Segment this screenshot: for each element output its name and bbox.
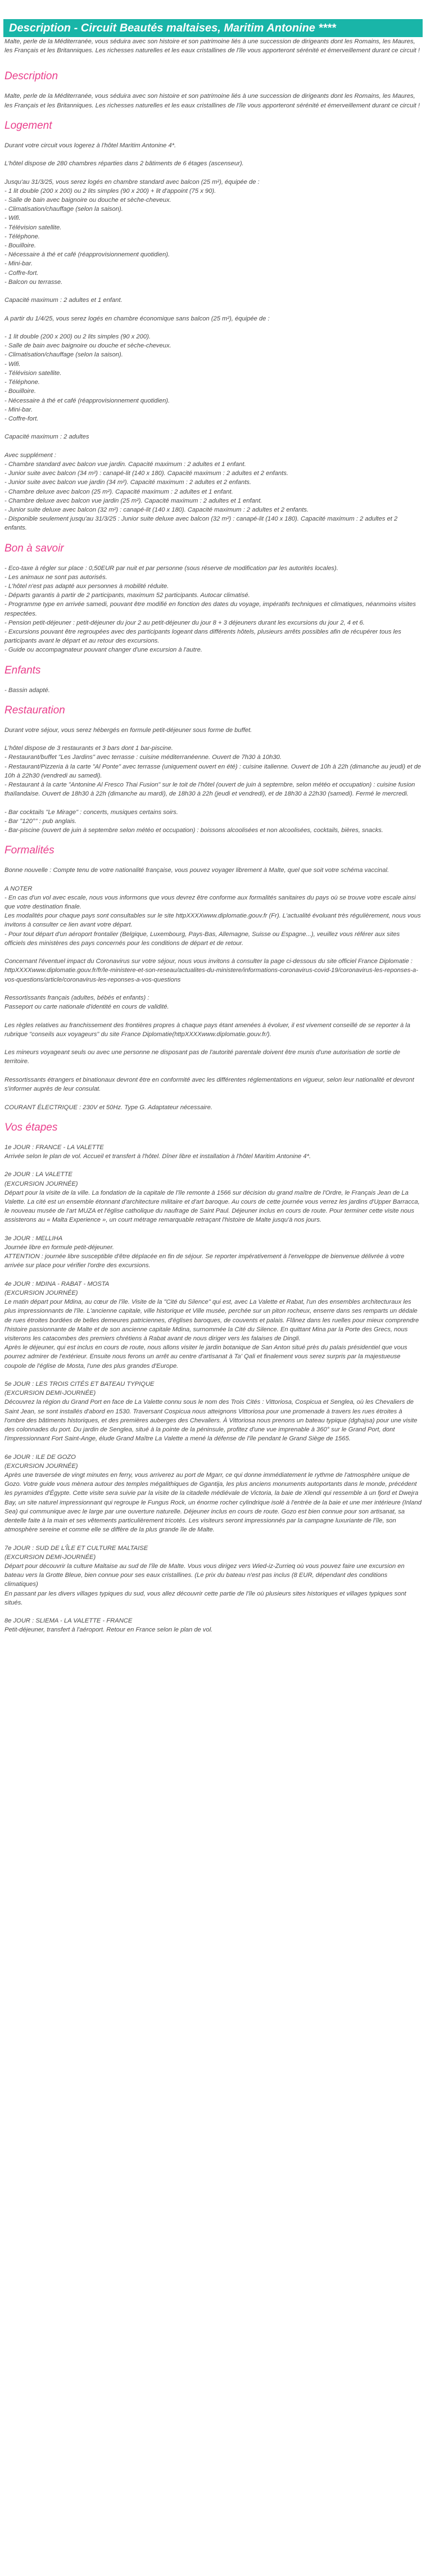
section-restauration — [4, 704, 422, 835]
formalites-heading: Formalités — [4, 844, 55, 857]
logement-text: Durant votre circuit vous logerez à l'hôtel Maritim Antonine 4*. L'hôtel dispose de 280 chambres réparties dans 2 bâtiments de 6 étages (ascenseur). Jusqu'au 31/3/25, vous serez logés en chambre standard avec balcon (25 m²), équipée de : - 1 lit double (200 x 200) ou 2 lits simples (90 x 200) + lit d'appoint (75 x 90). - Salle de bain avec baignoire ou douche et sèche-cheveux. - Climatisation/chauffage (selon la saison). - Wifi. - Télévision satellite. - Téléphone. - Bouilloire. - Nécessaire à thé et café (réapprovisionnement quotidien). - Mini-bar. - Coffre-fort. - Balcon ou terrasse. Capacité maximum : 2 adultes et 1 enfant. A partir du 1/4/25, vous serez logés en chambre économique sans balcon (25 m²), équipée de : - 1 lit double (200 x 200) ou 2 lits simples (90 x 200). - Salle de bain avec baignoire ou douche et sèche-cheveux. - Climatisation/chauffage (selon la saison). - Wifi. - Télévision satellite. - Téléphone. - Bouilloire. - Nécessaire à thé et café (réapprovisionnement quotidien). - Mini-bar. - Coffre-fort. Capacité maximum : 2 adultes Avec supplément : - Chambre standard avec balcon vue jardin. Capacité maximum : 2 adultes et 1 enfant. - Junior suite avec balcon (34 m²) : canapé-lit (140 x 180). Capacité maximum : 2 adultes et 2 enfants. - Junior suite avec balcon vue jardin (34 m²). Capacité maximum : 2 adultes et 2 enfants. - Chambre deluxe avec balcon (25 m²). Capacité maximum : 2 adultes et 1 enfant. - Chambre deluxe avec balcon vue jardin (25 m²). Capacité maximum : 2 adultes et 1 enfant. - Junior suite deluxe avec balcon (32 m²) : canapé-lit (140 x 180). Capacité maximum : 2 adultes et 2 enfants. - Disponible seulement jusqu'au 31/3/25 : Junior suite deluxe avec balcon (32 m²) : canapé-lit (140 x 180). Capacité maximum : 2 adultes et 2 enfants. — [4, 142, 398, 532]
bon-a-savoir-heading: Bon à savoir — [4, 542, 64, 554]
description-heading: Description — [4, 70, 58, 83]
section-bon-a-savoir — [4, 542, 422, 655]
logement-heading: Logement — [4, 119, 52, 132]
section-enfants — [4, 664, 422, 695]
section-description — [4, 70, 422, 110]
bon-a-savoir-text: - Eco-taxe à régler sur place : 0,50EUR par nuit et par personne (sous réserve de modification par les autorités locales). - Les animaux ne sont pas autorisés. - L'hôtel n'est pas adapté aux personnes à mobilité réduite. - Départs garantis à partir de 2 participants, maximum 52 participants. Autocar climatisé. - Programme type en arrivée samedi, pouvant être modifié en fonction des dates du voyage, impératifs techniques et climatiques, néanmoins visites respectées. - Pension petit-déjeuner : petit-déjeuner du jour 2 au petit-déjeuner du jour 8 + 3 déjeuners durant les excursions du jour 2, 4 et 6. - Excursions pouvant être regroupées avec des participants logeant dans différents hôtels, plusieurs arrêts possibles afin de récupérer tous les participants avant le départ et au retour des excursions. - Guide ou accompagnateur pouvant changer d'une excursion à l'autre. — [4, 564, 416, 654]
section-formalites — [4, 844, 422, 1111]
vos-etapes-text: 1e JOUR : FRANCE - LA VALETTE Arrivée selon le plan de vol. Accueil et transfert à l'hôtel. Dîner libre et installation à l'hôtel Maritim Antonine 4*. 2e JOUR : LA VALETTE (EXCURSION JOURNÉE) Départ pour la visite de la ville. La fondation de la capitale de l'île remonte à 1566 sur décision du grand maître de l'Ordre, le Français Jean de La Valette. La cité est un ensemble étonnant d'architecture militaire et d'art baroque. Au cours de cette journée vous verrez les jardins d'Upper Barracca, le nouveau musée de l'art MUZA et l'église catholique du naufrage de Saint Paul. Déjeuner inclus en cours de route. Pour terminer cette visite nous assisterons au « Malta Experience », un court métrage remarquable retraçant l'histoire de Malte jusqu'à nos jours. 3e JOUR : MELLIHA Journée libre en formule petit-déjeuner. ATTENTION : journée libre susceptible d'être déplacée en fin de séjour. Se reporter impérativement à l'enveloppe de bienvenue délivrée à votre arrivée sur place pour vérifier l'ordre des excursions. 4e JOUR : MDINA - RABAT - MOSTA (EXCURSION JOURNÉE) Le matin départ pour Mdina, au cœur de l'île. Visite de la "Cité du Silence" qui est, avec La Valette et Rabat, l'un des ensembles architecturaux les plus impressionnants de l'île. L'ancienne capitale, ville historique et Ville musée, perchée sur un piton rocheux, enserre dans ses remparts un dédale de rues étroites bordées de belles demeures patriciennes, d'églises baroques, de couvents et palais. Flânez dans les ruelles pour mieux comprendre l'histoire passionnante de Malte et de son ancienne capitale Mdina, surnommée la Cité du Silence. En quittant Mina par la Porte des Grecs, nous visiterons les catacombes des premiers chrétiens à Rabat avant de nous diriger vers les falaises de Dingli. Après le déjeuner, qui est inclus en cours de route, nous allons visiter le jardin botanique de San Anton situé près du palais présidentiel que vous pourrez admirer de l'extérieur. Ensuite nous ferons un arrêt au centre d'artisanat à Ta' Qali et finalement vous serez surpris par la majestueuse coupole de l'église de Mosta, l'une des plus grandes d'Europe. 5e JOUR : LES TROIS CITÉS ET BATEAU TYPIQUE (EXCURSION DEMI-JOURNÉE) Découvrez la région du Grand Port en face de La Valette connu sous le nom des Trois Cités : Vittoriosa, Cospicua et Senglea, où les Chevaliers de Saint Jean, se sont installés d'abord en 1530. Traversant Cospicua nous atteignons Vittoriosa pour une promenade à travers les rues étroites à l'ombre des bâtiments historiques, et des premières auberges des Chevaliers. À Vittoriosa nous prenons un bateau typique (dghajsa) pour une visite des colonnades du port. Du jardin de Senglea, situé à la pointe de la péninsule, profitez d'une vue imprenable à 360° sur le Grand Port, dont l'impressionnant Fort Saint-Ange, élude Grand Maître La Valette a mené la défense de l'île pendant le Grand Siège de 1565. 6e JOUR : ILE DE GOZO (EXCURSION JOURNÉE) Après une traversée de vingt minutes en ferry, vous arriverez au port de Mgarr, ce qui donne immédiatement le rythme de l'atmosphère unique de Gozo. Votre guide vous mènera autour des temples mégalithiques de Ggantija, les plus anciens monuments autoportants dans le monde, précédent les pyramides d'Égypte. Cette visite sera suivie par la visite de la citadelle médiévale de Victoria, la baie de Xlendi qui ressemble à un fjord et Dwejra Bay, un site naturel impressionnant qui regroupe le Fungus Rock, un énorme rocher cylindrique isolé à l'entrée de la baie et une mer intérieure (Inland Sea) qui communique avec le large par une ouverture naturelle. Déjeuner inclus en cours de route. Gozo est bien connue pour son artisanat, sa dentelle faite à la main et ses vêtements particulièrement tricotés. Les visiteurs seront impressionnés par la campagne luxuriante de l'île, son atmosphère sereine et comme elle se diffère de la plus grande île de Malte. 7e JOUR : SUD DE L'ÎLE ET CULTURE MALTAISE (EXCURSION DEMI-JOURNÉE) Départ pour découvrir la culture Maltaise au sud de l'île de Malte. Vous vous dirigez vers Wied-iz-Zurrieq où vous pouvez faire une excursion en bateau vers la Grotte Bleue, bien connue pour ses eaux cristallines. (Le prix du bateau n'est pas inclus (8 EUR, dépendant des conditions climatiques) En passant par les divers villages typiques du sud, vous allez découvrir cette partie de l'île où plusieurs sites historiques et villages typiques sont situés. 8e JOUR : SLIEMA - LA VALETTE - FRANCE Petit-déjeuner, transfert à l'aéroport. Retour en France selon le plan de vol. — [4, 1144, 422, 1634]
formalites-text: Bonne nouvelle : Compte tenu de votre nationalité française, vous pouvez voyager librement à Malte, quel que soit votre schéma vaccinal. A NOTER - En cas d'un vol avec escale, nous vous informons que vous devrez être conforme aux formalités sanitaires du pays où se trouve votre escale ainsi que votre destination finale. Les modalités pour chaque pays sont consultables sur le site httpXXXXwww.diplomatie.gouv.fr (Fr). L'actualité évoluant très régulièrement, nous vous invitons à consulter ce lien avant votre départ. - Pour tout départ d'un aéroport frontalier (Belgique, Luxembourg, Pays-Bas, Allemagne, Suisse ou Espagne...), veuillez vous référer aux sites officiels des ministères des pays concernés pour les conditions de départ et de retour. Concernant l'éventuel impact du Coronavirus sur votre séjour, nous vous invitons à consulter la page ci-dessous du site officiel France Diplomatie : httpXXXXwww.diplomatie.gouv.fr/fr/le-ministere-et-son-reseau/actualites-du-ministere/informations-coronavirus-covid-19/coronavirus-les-reponses-a-vos-questions/article/coronavirus-les-reponses-a-vos-questions Ressortissants français (adultes, bébés et enfants) : Passeport ou carte nationale d'identité en cours de validité. Les règles relatives au franchissement des frontières propres à chaque pays étant amenées à évoluer, il est vivement conseillé de se reporter à la rubrique "conseils aux voyageurs" du site France Diplomatie(httpXXXXwww.diplomatie.gouv.fr/). Les mineurs voyageant seuls ou avec une personne ne disposant pas de l'autorité parentale doivent être munis d'une autorisation de sortie de territoire. Ressortissants étrangers et binationaux devront être en conformité avec les différentes réglementations en vigueur, selon leur nationalité et devront s'informer auprès de leur consulat. COURANT ÉLECTRIQUE : 230V et 50Hz. Type G. Adaptateur nécessaire. — [4, 867, 421, 1111]
enfants-heading: Enfants — [4, 664, 41, 676]
restauration-text: Durant votre séjour, vous serez hébergés en formule petit-déjeuner sous forme de buffet. L'hôtel dispose de 3 restaurants et 3 bars dont 1 bar-piscine. - Restaurant/buffet "Les Jardins" avec terrasse : cuisine méditerranéenne. Ouvert de 7h30 à 10h30. - Restaurant/Pizzeria à la carte "Al Ponte" avec terrasse (uniquement ouvert en été) : cuisine italienne. Ouvert de 10h à 22h (dimanche au jeudi) et de 10h à 22h30 (vendredi au samedi). - Restaurant à la carte "Antonine Al Fresco Thai Fusion" sur le toit de l'hôtel (ouvert de juin à septembre, selon météo et occupation) : cuisine fusion thaïlandaise. Ouvert de 18h30 à 22h (dimanche au mardi), de 18h30 à 22h (jeudi et vendredi), et de 18h30 à 22h30 (samedi). Fermé le mercredi. - Bar cocktails "Le Mirage" : concerts, musiques certains soirs. - Bar "120°" : pub anglais. - Bar-piscine (ouvert de juin à septembre selon météo et occupation) : boissons alcoolisées et non alcoolisées, cocktails, bières, snacks. — [4, 726, 422, 834]
enfants-text: - Bassin adapté. — [4, 686, 50, 694]
vos-etapes-heading: Vos étapes — [4, 1121, 58, 1133]
restauration-heading: Restauration — [4, 704, 65, 716]
page-title: Description - Circuit Beautés maltaises, Maritim Antonine **** — [3, 19, 423, 37]
section-logement — [4, 119, 422, 533]
content — [0, 37, 426, 1635]
description-text: Malte, perle de la Méditerranée, vous séduira avec son histoire et son patrimoine liés à une succession de dirigeants dont les Romains, les Maures, les Français et les Britanniques. Les richesses naturelles et les eaux cristallines de l'île vous apporteront sérénité et émerveillement durant ce circuit ! — [4, 93, 420, 109]
section-vos-etapes — [4, 1121, 422, 1635]
intro-text: Malte, perle de la Méditerranée, vous séduira avec son histoire et son patrimoine liés à une succession de dirigeants dont les Romains, les Maures, les Français et les Britanniques. Les richesses naturelles et les eaux cristallines de l'île vous apporteront sérénité et émerveillement durant ce circuit ! — [4, 38, 420, 55]
